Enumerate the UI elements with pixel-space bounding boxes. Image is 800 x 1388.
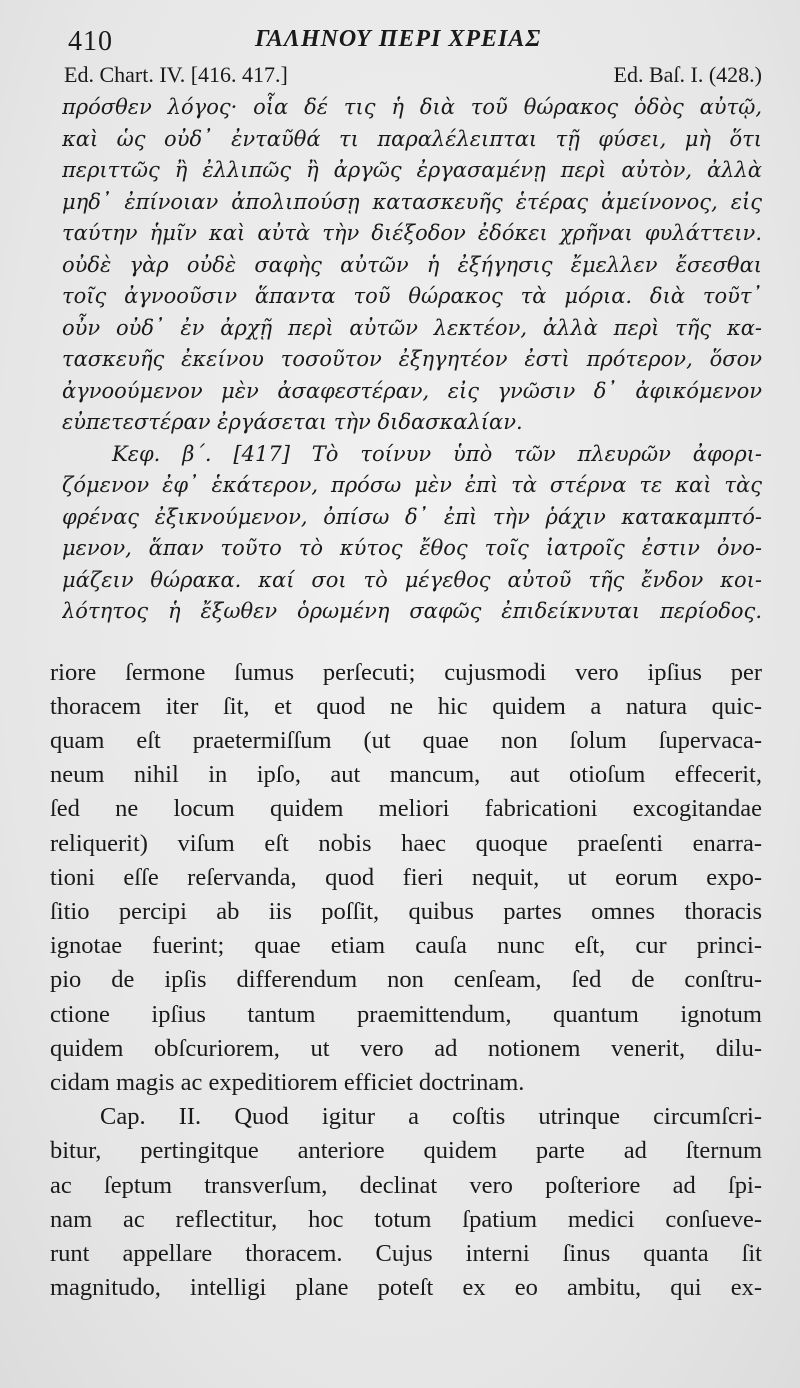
latin-line: ſitio percipi ab iis poſſit, quibus partes omnes thoracis xyxy=(50,897,762,925)
latin-text-block xyxy=(50,656,762,1306)
greek-line: φρένας ἐξικνούμενον, ὀπίσω δ᾽ ἐπὶ τὴν ῥάχιν κατακαμπτό- xyxy=(62,504,762,529)
latin-line: bitur, pertingitque anteriore quidem parte ad ſternum xyxy=(50,1137,762,1165)
latin-line: ignotae fuerint; quae etiam cauſa nunc eſt, cur princi- xyxy=(50,932,762,960)
latin-line: ctione ipſius tantum praemittendum, quantum ignotum xyxy=(50,1000,762,1028)
latin-line: quidem obſcuriorem, ut vero ad notionem venerit, dilu- xyxy=(50,1034,762,1062)
edition-reference-line xyxy=(50,60,762,92)
greek-line: τασκευῆς ἐκείνου τοσοῦτον ἐξηγητέον ἐστὶ πρότερον, ὅσον xyxy=(62,347,762,371)
greek-line: μάζειν θώρακα. καί σοι τὸ μέγεθος αὐτοῦ τῆς ἔνδον κοι- xyxy=(62,567,762,592)
greek-line: εὐπετεστέραν ἐργάσεται τὴν διδασκαλίαν. xyxy=(62,410,523,434)
greek-line: οὖν οὐδ᾽ ἐν ἀρχῇ περὶ αὐτῶν λεκτέον, ἀλλὰ περὶ τῆς κα- xyxy=(62,315,762,340)
edition-basel-reference: Ed. Baſ. I. (428.) xyxy=(613,62,762,87)
running-title: ΓΑΛΗΝΟΥ ΠΕΡΙ ΧΡΕΙΑΣ xyxy=(255,26,542,52)
latin-line: neum nihil in ipſo, aut mancum, aut otioſum effecerit, xyxy=(50,761,762,789)
section-gap xyxy=(50,628,762,656)
latin-line: reliquerit) viſum eſt nobis haec quoque praeſenti enarra- xyxy=(50,829,762,857)
latin-line: magnitudo, intelligi plane poteſt ex eo ambitu, qui ex- xyxy=(50,1274,762,1302)
latin-line: riore ſermone ſumus perſecuti; cujusmodi vero ipſius per xyxy=(50,658,762,686)
latin-line: quam eſt praetermiſſum (ut quae non ſolum ſupervaca- xyxy=(50,726,762,754)
greek-line: μηδ᾽ ἐπίνοιαν ἀπολιπούσῃ κατασκευῆς ἑτέρας ἀμείνονος, εἰς xyxy=(62,189,762,214)
greek-line: ταύτην ἡμῖν καὶ αὐτὰ τὴν διέξοδον ἐδόκει χρῆναι φυλάττειν. xyxy=(62,221,762,245)
greek-line: τοῖς ἀγνοοῦσιν ἅπαντα τοῦ θώρακος τὰ μόρια. διὰ τοῦτ᾽ xyxy=(62,284,762,308)
greek-line: ζόμενον ἐφ᾽ ἑκάτερον, πρόσω μὲν ἐπὶ τὰ στέρνα τε καὶ τὰς xyxy=(62,473,762,497)
greek-chapter-heading-line: Κεφ. β΄. [417] Τὸ τοίνυν ὑπὸ τῶν πλευρῶν ἀφορι- xyxy=(112,441,762,466)
latin-line: pio de ipſis differendum non cenſeam, ſed de conſtru- xyxy=(50,966,762,994)
greek-line: μενον, ἅπαν τοῦτο τὸ κύτος ἔθος τοῖς ἰατροῖς ἐστιν ὀνο- xyxy=(62,536,762,560)
greek-line: πρόσθεν λόγος· οἷα δέ τις ἡ διὰ τοῦ θώρακος ὁδὸς αὐτῷ, xyxy=(62,95,762,119)
greek-line: ἀγνοούμενον μὲν ἀσαφεστέραν, εἰς γνῶσιν δ᾽ ἀφικόμενον xyxy=(62,378,762,403)
greek-text-block xyxy=(50,92,762,628)
running-head xyxy=(50,20,762,60)
greek-line: λότητος ἡ ἔξωθεν ὁρωμένη σαφῶς ἐπιδείκνυται περίοδος. xyxy=(62,599,762,623)
latin-chapter-heading-line: Cap. II. Quod igitur a coſtis utrinque circumſcri- xyxy=(100,1103,762,1131)
page-number: 410 xyxy=(68,26,113,57)
greek-line: καὶ ὡς οὐδ᾽ ἐνταῦθά τι παραλέλειπται τῇ φύσει, μὴ ὅτι xyxy=(62,126,762,151)
latin-line: cidam magis ac expeditiorem efficiet doctrinam. xyxy=(50,1068,525,1096)
latin-line: nam ac reflectitur, hoc totum ſpatium medici conſueve- xyxy=(50,1205,762,1233)
latin-line: thoracem iter ſit, et quod ne hic quidem a natura quic- xyxy=(50,692,762,720)
edition-chartier-reference: Ed. Chart. IV. [416. 417.] xyxy=(64,62,288,87)
latin-line: tioni eſſe reſervanda, quod fieri nequit, ut eorum expo- xyxy=(50,863,762,891)
latin-line: runt appellare thoracem. Cujus interni ſinus quanta ſit xyxy=(50,1239,762,1267)
latin-line: ac ſeptum transverſum, declinat vero poſteriore ad ſpi- xyxy=(50,1171,762,1199)
greek-line: οὐδὲ γὰρ οὐδὲ σαφὴς αὐτῶν ἡ ἐξήγησις ἔμελλεν ἔσεσθαι xyxy=(62,252,762,277)
greek-line: περιττῶς ἢ ἐλλιπῶς ἢ ἀργῶς ἐργασαμένῃ περὶ αὐτὸν, ἀλλὰ xyxy=(62,158,762,182)
latin-line: ſed ne locum quidem meliori fabricationi excogitandae xyxy=(50,795,762,823)
